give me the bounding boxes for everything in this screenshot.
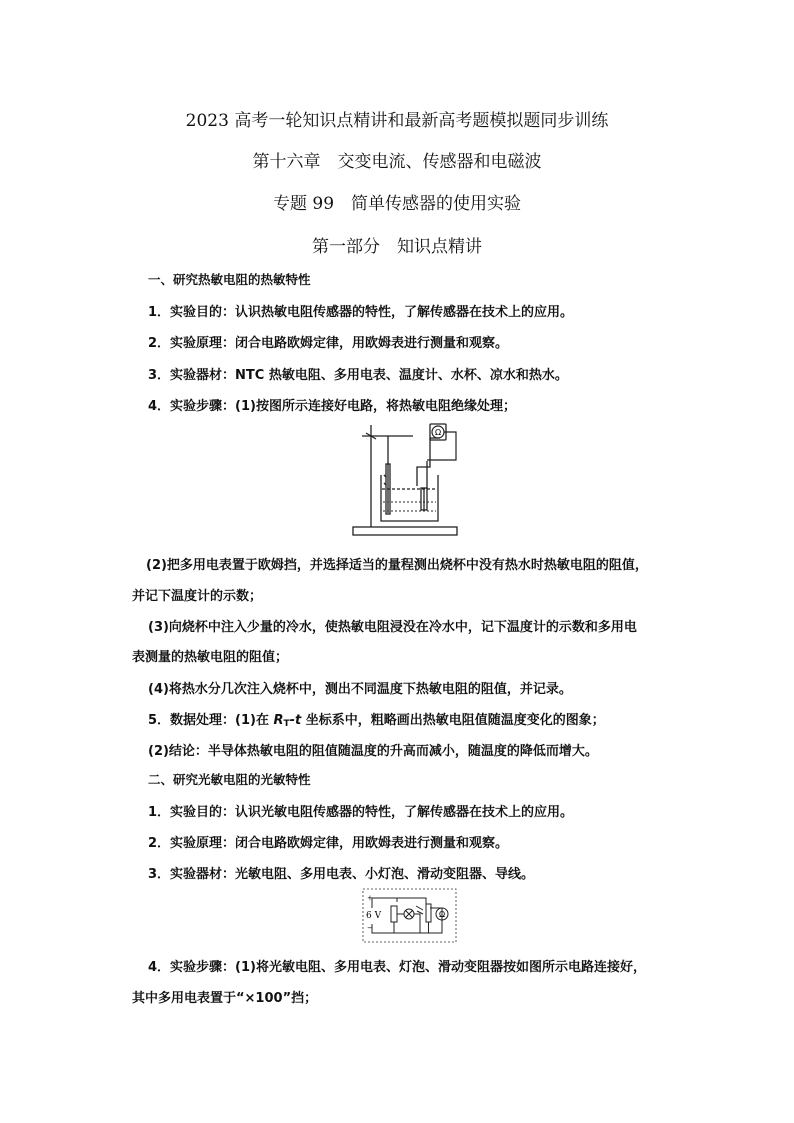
battery-minus-label: − [367, 924, 373, 932]
section2-heading: 二、研究光敏电阻的光敏特性 [148, 772, 311, 787]
doc-title: 2023 高考一轮知识点精讲和最新高考题模拟题同步训练 [185, 111, 609, 131]
section2-steps-line1: 4．实验步骤：(1)将光敏电阻、多用电表、灯泡、滑动变阻器按如图所示电路连接好， [148, 960, 646, 975]
section1-step2-line1: (2)把多用电表置于欧姆挡，并选择适当的量程测出烧杯中没有热水时热敏电阻的阻值， [146, 558, 648, 573]
section1-step4: (4)将热水分几次注入烧杯中，测出不同温度下热敏电阻的阻值，并记录。 [148, 682, 572, 697]
section1-equipment: 3．实验器材：NTC 热敏电阻、多用电表、温度计、水杯、凉水和热水。 [148, 368, 568, 383]
section1-step3-line2: 表测量的热敏电阻的阻值； [132, 650, 289, 665]
section1-step3-line1: (3)向烧杯中注入少量的冷水，使热敏电阻浸没在冷水中，记下温度计的示数和多用电 [148, 620, 637, 635]
section2-principle: 2．实验原理：闭合电路欧姆定律，用欧姆表进行测量和观察。 [148, 836, 509, 851]
chapter-title: 第十六章 交变电流、传感器和电磁波 [252, 152, 542, 172]
ohmmeter-label: Ω [438, 910, 446, 919]
ohmmeter-label: Ω [434, 428, 442, 437]
section1-steps: 4．实验步骤：(1)按图所示连接好电路，将热敏电阻绝缘处理； [148, 399, 516, 414]
section2-steps-line2: 其中多用电表置于“×100”挡； [132, 991, 318, 1006]
photoresistor-circuit-figure [362, 888, 457, 943]
battery-voltage-label: 6 V [366, 911, 382, 921]
section2-equipment: 3．实验器材：光敏电阻、多用电表、小灯泡、滑动变阻器、导线。 [148, 867, 535, 882]
thermistor-apparatus-figure [350, 420, 460, 540]
section1-data-processing: 5．数据处理：(1)在 $R_T-t$ 坐标系中，粗略画出热敏电阻值随温度变化的图象； [148, 713, 605, 729]
section1-step2-line2: 并记下温度计的示数； [132, 589, 263, 604]
section2-purpose: 1．实验目的：认识光敏电阻传感器的特性，了解传感器在技术上的应用。 [148, 805, 574, 820]
part-title: 第一部分 知识点精讲 [312, 237, 482, 257]
topic-title: 专题 99 简单传感器的使用实验 [272, 194, 522, 214]
section1-purpose: 1．实验目的：认识热敏电阻传感器的特性，了解传感器在技术上的应用。 [148, 305, 574, 320]
section1-principle: 2．实验原理：闭合电路欧姆定律，用欧姆表进行测量和观察。 [148, 336, 509, 351]
section1-conclusion: (2)结论：半导体热敏电阻的阻值随温度的升高而减小，随温度的降低而增大。 [148, 744, 598, 759]
section1-heading: 一、研究热敏电阻的热敏特性 [148, 272, 311, 287]
battery-plus-label: + [367, 894, 373, 902]
